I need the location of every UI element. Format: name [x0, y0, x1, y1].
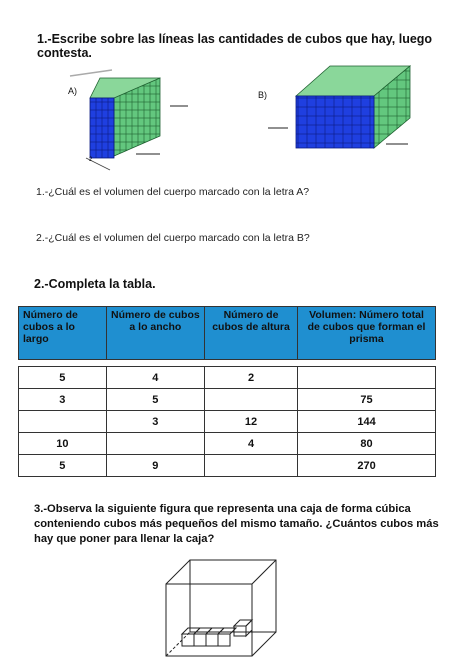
cell[interactable]	[106, 433, 204, 455]
cell[interactable]: 270	[298, 455, 436, 477]
header-altura: Número de cubos de altura	[205, 307, 298, 360]
figure-a-label: A)	[68, 86, 77, 96]
header-ancho: Número de cubos a lo ancho	[106, 307, 204, 360]
cube-box-figure	[150, 554, 290, 658]
cell[interactable]	[205, 455, 298, 477]
table-row	[19, 389, 436, 411]
table-header-row	[19, 307, 436, 360]
section2-title: 2.-Completa la tabla.	[34, 277, 156, 291]
cell[interactable]: 2	[205, 367, 298, 389]
cell[interactable]: 3	[19, 389, 107, 411]
question-1: 1.-¿Cuál es el volumen del cuerpo marcado con la letra A?	[36, 186, 310, 198]
section3-text: 3.-Observa la siguiente figura que representa una caja de forma cúbica conteniendo cubos más pequeños del mismo tamaño. ¿Cuántos cubos más hay que poner para llenar la caja?	[34, 503, 439, 545]
header-largo: Número de cubos a lo largo	[19, 307, 107, 360]
cell[interactable]: 5	[106, 389, 204, 411]
cell[interactable]	[19, 411, 107, 433]
cell[interactable]: 144	[298, 411, 436, 433]
cell[interactable]	[205, 389, 298, 411]
question-2: 2.-¿Cuál es el volumen del cuerpo marcado con la letra B?	[36, 232, 310, 244]
figure-b-prism	[262, 62, 442, 172]
table-row	[19, 455, 436, 477]
cell[interactable]: 80	[298, 433, 436, 455]
cell[interactable]: 4	[205, 433, 298, 455]
table-row	[19, 411, 436, 433]
volume-table	[18, 306, 436, 477]
header-volumen: Volumen: Número total de cubos que forman el prisma	[298, 307, 436, 360]
cell[interactable]: 9	[106, 455, 204, 477]
table-row	[19, 433, 436, 455]
figure-a-prism	[60, 62, 200, 174]
cell[interactable]: 75	[298, 389, 436, 411]
cell[interactable]: 4	[106, 367, 204, 389]
figure-a-number: 2	[89, 157, 93, 163]
cell[interactable]	[298, 367, 436, 389]
figure-b-label: B)	[258, 90, 267, 100]
table-row	[19, 367, 436, 389]
cell[interactable]: 5	[19, 367, 107, 389]
cell[interactable]: 10	[19, 433, 107, 455]
section1-title: 1.-Escribe sobre las líneas las cantidades de cubos que hay, luego contesta.	[37, 32, 433, 60]
cell[interactable]: 5	[19, 455, 107, 477]
cell[interactable]: 12	[205, 411, 298, 433]
cell[interactable]: 3	[106, 411, 204, 433]
